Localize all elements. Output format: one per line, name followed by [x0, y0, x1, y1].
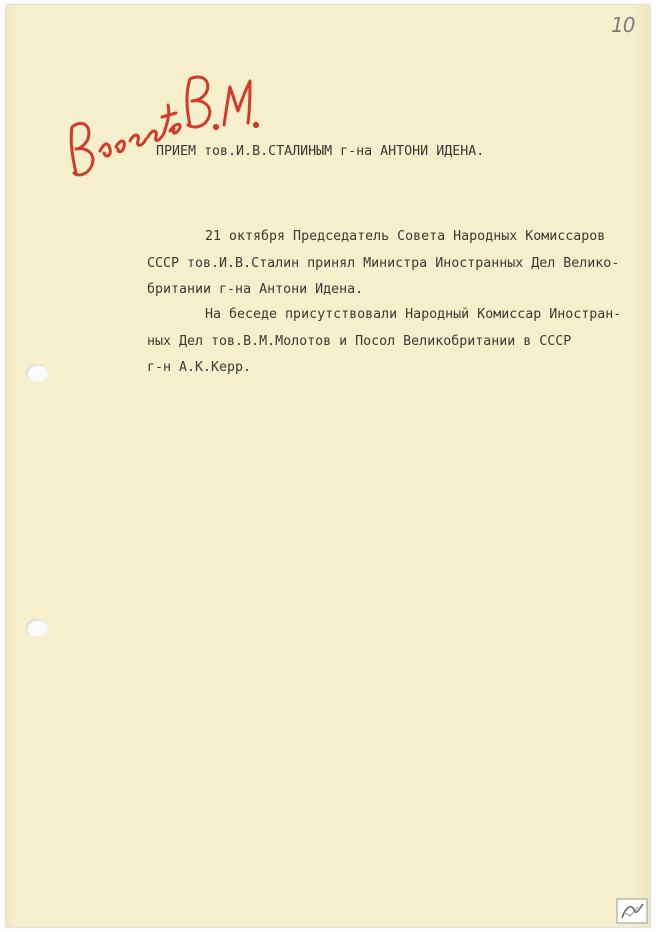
document-title: ПРИЕМ тов.И.В.СТАЛИНЫМ г-на АНТОНИ ИДЕНА. — [156, 144, 485, 159]
paragraph-line: СССР тов.И.В.Сталин принял Министра Иностранных Дел Велико- — [147, 256, 620, 271]
paragraph-line: г-н А.К.Керр. — [147, 360, 252, 375]
page-number: 10 — [611, 13, 635, 37]
punch-hole — [26, 364, 48, 382]
paragraph-line: британии г-на Антони Идена. — [147, 282, 364, 297]
paragraph-line: 21 октября Председатель Совета Народных Комиссаров — [205, 229, 606, 244]
paragraph-line: ных Дел тов.В.М.Молотов и Посол Великобритании в СССР — [147, 334, 572, 349]
punch-hole — [26, 619, 48, 637]
handwritten-annotation — [60, 55, 270, 195]
archive-stamp-icon — [616, 898, 648, 924]
paragraph-line: На беседе присутствовали Народный Комиссар Иностран- — [205, 307, 622, 322]
